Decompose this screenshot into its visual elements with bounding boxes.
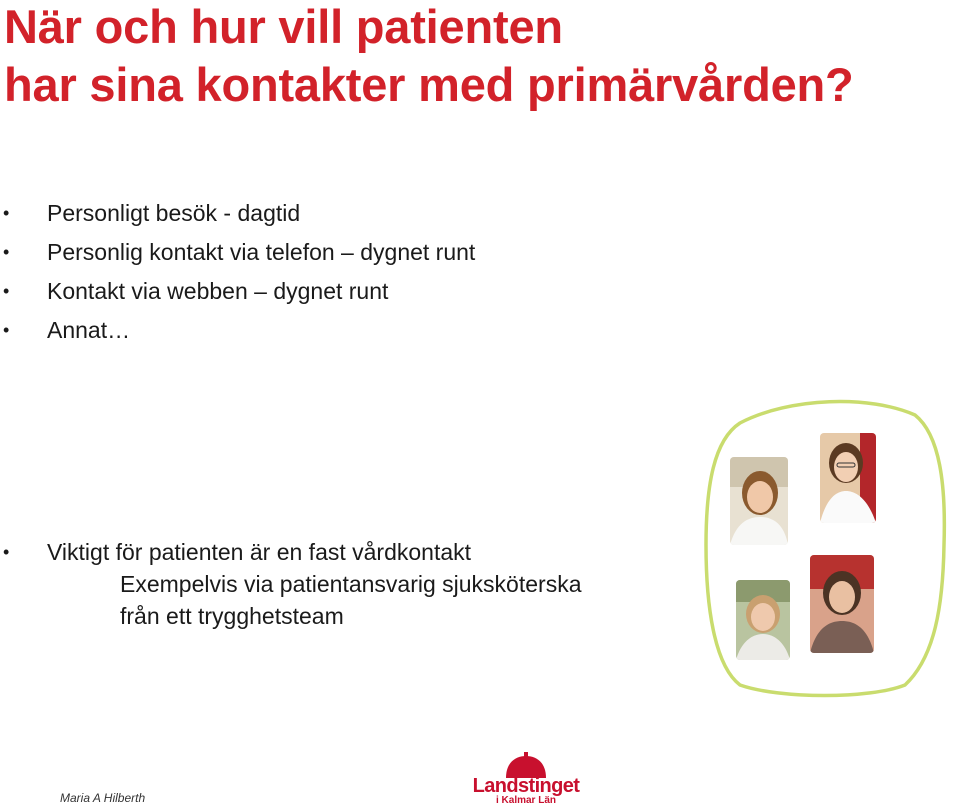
logo-text: Landstinget [472,775,580,797]
staff-photo-1 [730,457,788,545]
staff-photo-2 [820,433,876,523]
note-block [0,536,581,632]
landstinget-logo [470,752,582,806]
slide-title [4,0,854,114]
slide-title-line-2: har sina kontakter med primärvården? [4,58,854,111]
staff-photo-collage [700,395,948,700]
bullet-item: • Kontakt via webben – dygnet runt [0,272,475,311]
bullet-item: • Annat… [0,311,475,350]
logo-subtext: i Kalmar Län [495,795,557,806]
note-sub-line-1: Exempelvis via patientansvarig sjuksköterska [120,571,582,597]
bullet-list [0,194,475,350]
note-sub-line-2: från ett trygghetsteam [120,603,344,629]
bullet-item: • Personligt besök - dagtid [0,194,475,233]
staff-photo-3 [736,580,790,660]
staff-photo-4 [810,555,874,653]
note-main: • Viktigt för patienten är en fast vårdkontakt [0,536,581,568]
bullet-item: • Personlig kontakt via telefon – dygnet runt [0,233,475,272]
slide-title-line-1: När och hur vill patienten [4,0,563,53]
author-name: Maria A Hilberth [60,791,146,805]
